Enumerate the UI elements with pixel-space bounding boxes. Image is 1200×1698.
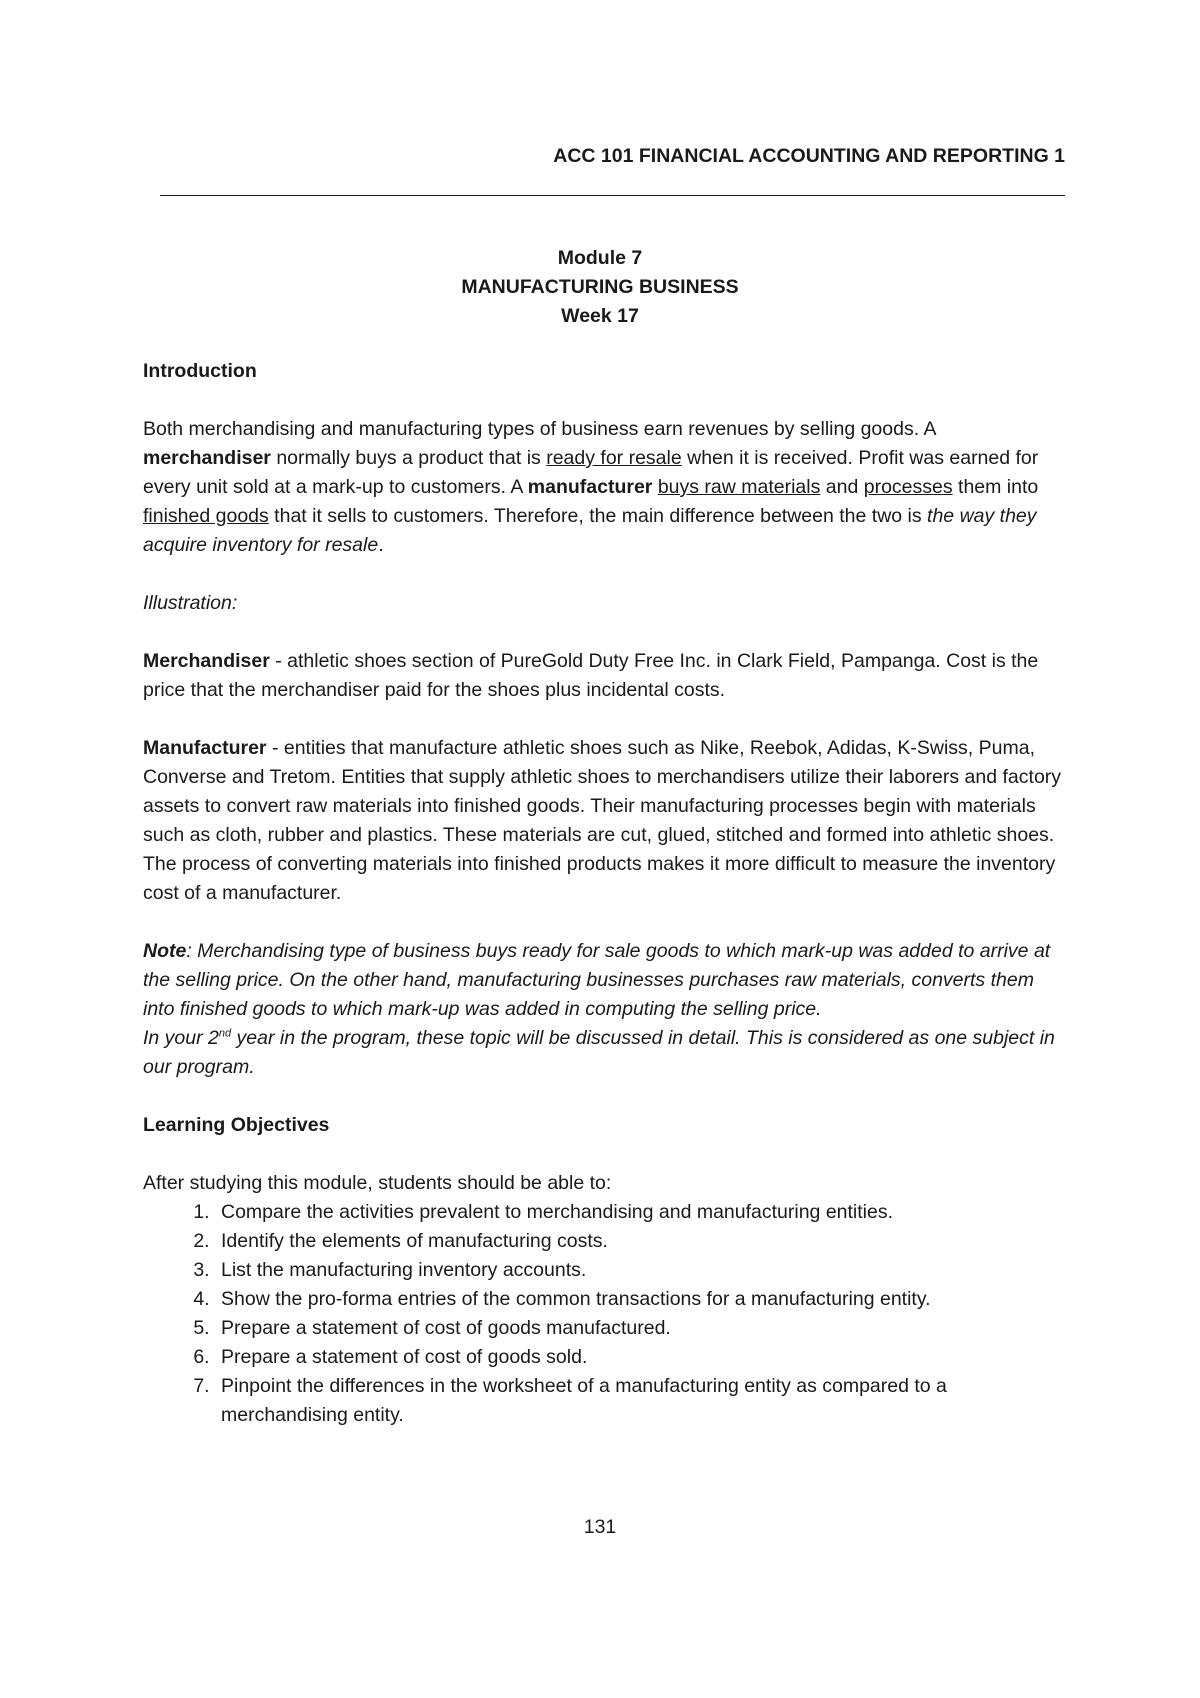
introduction-heading: Introduction bbox=[143, 360, 257, 382]
course-header: ACC 101 FINANCIAL ACCOUNTING AND REPORTING 1 bbox=[553, 145, 1065, 167]
objective-item: 2. Identify the elements of manufacturing costs. bbox=[215, 1227, 1068, 1256]
objective-item: 1. Compare the activities prevalent to merchandising and manufacturing entities. bbox=[215, 1198, 1068, 1227]
objectives-lead: After studying this module, students should be able to: bbox=[143, 1172, 612, 1194]
page-number: 131 bbox=[583, 1516, 617, 1538]
objectives-heading: Learning Objectives bbox=[143, 1114, 330, 1136]
main-content bbox=[143, 357, 1068, 1430]
objective-item: 3. List the manufacturing inventory accounts. bbox=[215, 1256, 1068, 1285]
module-number: Module 7 bbox=[557, 247, 643, 269]
illustration-label: Illustration: bbox=[143, 592, 238, 614]
intro-paragraph: Both merchandising and manufacturing types of business earn revenues by selling goods. A merchandiser normally buys a product that is ready for resale when it is received. Profit was earned for every unit sold at a mark-up to customers. A manufacturer buys raw materials and processes them into finished goods that it sells to customers. Therefore, the main difference between the two is the way they acquire inventory for resale. bbox=[143, 418, 1039, 556]
objective-item: 7. Pinpoint the differences in the worksheet of a manufacturing entity as compared to a merchandising entity. bbox=[215, 1372, 1068, 1430]
manufacturer-paragraph: Manufacturer - entities that manufacture athletic shoes such as Nike, Reebok, Adidas, K-Swiss, Puma, Converse and Tretom. Entities that supply athletic shoes to merchandisers utilize their laborers and factory assets to convert raw materials into finished goods. Their manufacturing processes begin with materials such as cloth, rubber and plastics. These materials are cut, glued, stitched and formed into athletic shoes. The process of converting materials into finished products makes it more difficult to measure the inventory cost of a manufacturer. bbox=[143, 737, 1062, 904]
note-second-paragraph: In your 2nd year in the program, these topic will be discussed in detail. This is considered as one subject in our program. bbox=[143, 1027, 1055, 1078]
objective-item: 6. Prepare a statement of cost of goods sold. bbox=[215, 1343, 1068, 1372]
module-topic: MANUFACTURING BUSINESS bbox=[461, 276, 739, 298]
header-rule bbox=[160, 195, 1065, 196]
module-title-block bbox=[0, 244, 1200, 331]
objectives-list bbox=[143, 1198, 1068, 1430]
objective-item: 5. Prepare a statement of cost of goods manufactured. bbox=[215, 1314, 1068, 1343]
objective-item: 4. Show the pro-forma entries of the common transactions for a manufacturing entity. bbox=[215, 1285, 1068, 1314]
module-week: Week 17 bbox=[561, 305, 639, 327]
note-paragraph: Note: Merchandising type of business buys ready for sale goods to which mark-up was added to arrive at the selling price. On the other hand, manufacturing businesses purchases raw materials, converts them into finished goods to which mark-up was added in computing the selling price. bbox=[143, 940, 1051, 1020]
merchandiser-paragraph: Merchandiser - athletic shoes section of PureGold Duty Free Inc. in Clark Field, Pampanga. Cost is the price that the merchandiser paid for the shoes plus incidental costs. bbox=[143, 650, 1039, 701]
